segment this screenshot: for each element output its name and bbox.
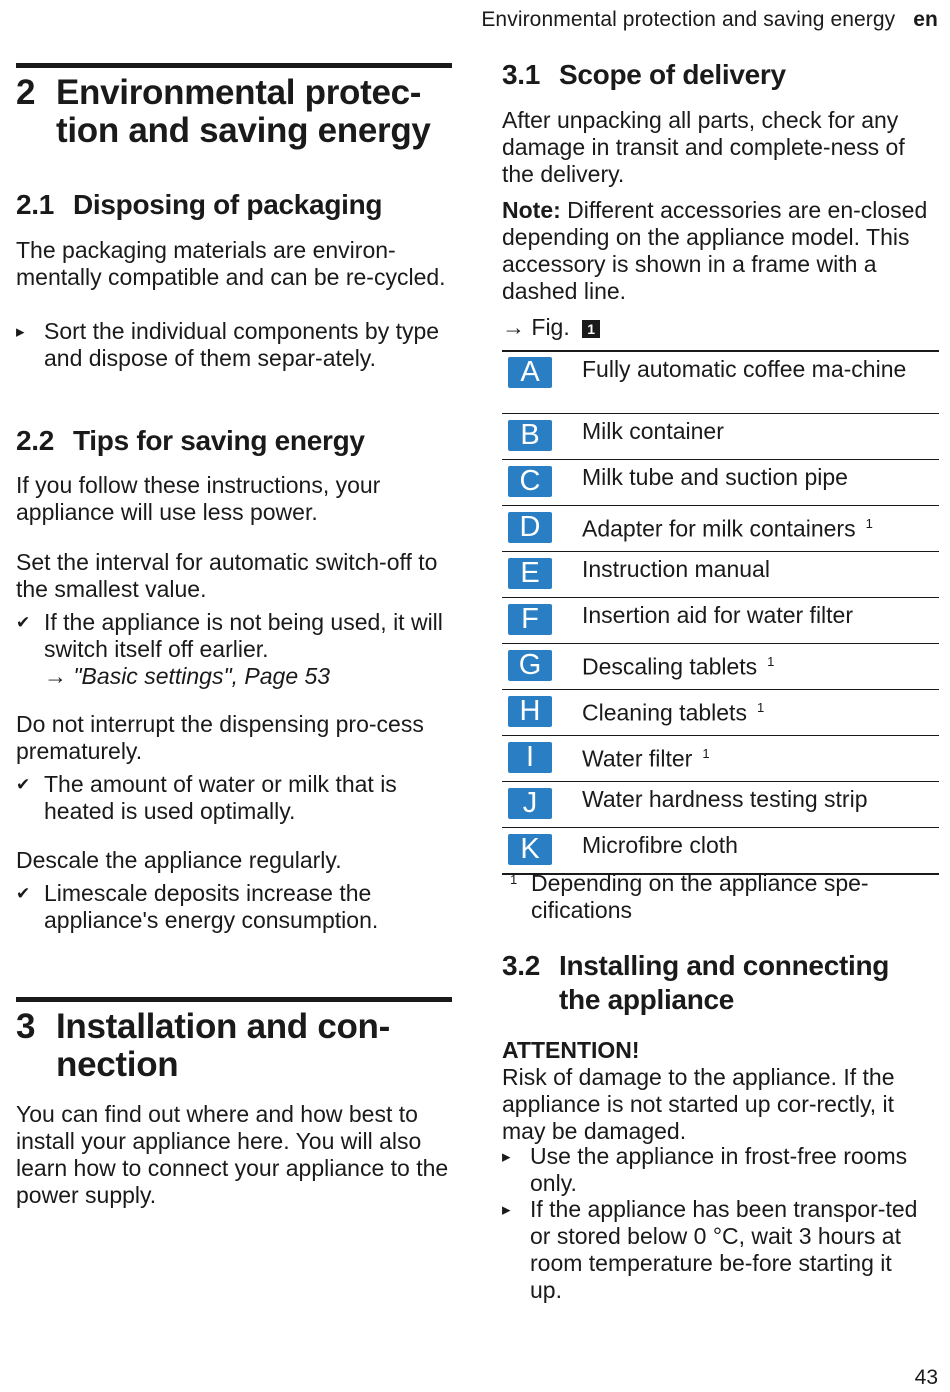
item-text: Water hardness testing strip bbox=[582, 786, 868, 812]
item-text: Instruction manual bbox=[582, 556, 770, 582]
footnote-marker: 1 bbox=[510, 872, 518, 887]
chapter-title: Environmental protec-tion and saving energy bbox=[56, 73, 431, 150]
delivery-item-row bbox=[502, 552, 939, 598]
result-text: The amount of water or milk that is heated is used optimally. bbox=[44, 771, 397, 824]
chapter-number: 3 bbox=[16, 1007, 36, 1046]
paragraph: Descale the appliance regularly. bbox=[16, 847, 342, 873]
footnote-marker: 1 bbox=[756, 700, 765, 715]
chapter-2-heading bbox=[16, 74, 452, 150]
item-letter-badge: D bbox=[508, 512, 552, 543]
item-description bbox=[582, 556, 931, 583]
note-text: Different accessories are en-closed depending on the appliance model. This accessory is shown in a frame with a dashed line. bbox=[502, 197, 928, 304]
delivery-item-row bbox=[502, 782, 939, 828]
check-icon: ✔ bbox=[16, 775, 31, 794]
item-text: Milk container bbox=[582, 418, 724, 444]
item-letter-badge: A bbox=[508, 357, 552, 388]
item-letter-badge: I bbox=[508, 742, 552, 773]
paragraph: You can find out where and how best to install your appliance here. You will also learn how to connect your appliance to the power supply. bbox=[16, 1101, 449, 1208]
footnote-marker: 1 bbox=[865, 516, 873, 531]
attention-label: ATTENTION! bbox=[502, 1037, 640, 1063]
arrow-icon: → bbox=[502, 314, 525, 340]
item-description bbox=[582, 648, 931, 681]
result-item bbox=[16, 880, 452, 934]
triangle-bullet-icon: ▸ bbox=[502, 1147, 511, 1166]
running-header bbox=[481, 8, 938, 32]
chapter-title: Installation and con-nection bbox=[56, 1007, 390, 1084]
delivery-item-row bbox=[502, 414, 939, 460]
item-letter-badge: B bbox=[508, 420, 552, 451]
figure-label: Fig. bbox=[531, 314, 570, 340]
item-letter-badge: E bbox=[508, 558, 552, 589]
item-text: Milk tube and suction pipe bbox=[582, 464, 848, 490]
bullet-text: If the appliance has been transpor-ted or stored below 0 °C, wait 3 hours at room temperature be-fore starting it up. bbox=[530, 1196, 918, 1303]
item-text: Insertion aid for water filter bbox=[582, 602, 854, 628]
section-number: 2.2 bbox=[16, 425, 55, 456]
item-description bbox=[582, 694, 931, 727]
delivery-item-row bbox=[502, 644, 939, 690]
triangle-bullet-icon: ▸ bbox=[16, 322, 25, 341]
item-description bbox=[582, 356, 931, 383]
paragraph: Do not interrupt the dispensing pro-cess prematurely. bbox=[16, 711, 424, 764]
paragraph: Set the interval for automatic switch-off to the smallest value. bbox=[16, 549, 438, 602]
item-text: Adapter for milk containers bbox=[582, 515, 856, 542]
section-title: Disposing of packaging bbox=[73, 189, 383, 220]
item-text: Water filter bbox=[582, 745, 693, 772]
item-description bbox=[582, 740, 931, 773]
bullet-text: Use the appliance in frost-free rooms only. bbox=[530, 1143, 908, 1196]
item-letter-badge: G bbox=[508, 650, 552, 681]
section-number: 3.2 bbox=[502, 950, 541, 981]
delivery-item-row bbox=[502, 460, 939, 506]
item-text: Cleaning tablets bbox=[582, 699, 747, 726]
header-title: Environmental protection and saving energy bbox=[481, 8, 896, 31]
arrow-icon: → bbox=[44, 663, 67, 689]
delivery-table bbox=[502, 350, 939, 875]
item-description bbox=[582, 510, 931, 543]
note-label: Note: bbox=[502, 197, 561, 223]
paragraph: If you follow these instructions, your appliance will use less power. bbox=[16, 472, 381, 525]
delivery-item-row bbox=[502, 690, 939, 736]
section-number: 2.1 bbox=[16, 189, 55, 220]
section-3-2-heading bbox=[502, 949, 939, 1017]
cross-reference-link[interactable]: "Basic settings", Page 53 bbox=[73, 663, 331, 689]
chapter-rule bbox=[16, 997, 452, 1002]
figure-number: 1 bbox=[582, 320, 600, 338]
result-text: Limescale deposits increase the appliance's energy consumption. bbox=[44, 880, 379, 933]
footnote-text: Depending on the appliance spe-cifications bbox=[531, 870, 869, 923]
delivery-item-row bbox=[502, 736, 939, 782]
bullet-text: Sort the individual components by type and dispose of them separ-ately. bbox=[44, 318, 440, 371]
item-description bbox=[582, 832, 931, 859]
item-description bbox=[582, 602, 931, 629]
check-icon: ✔ bbox=[16, 884, 31, 903]
note-paragraph bbox=[502, 197, 939, 305]
section-2-2-heading bbox=[16, 424, 452, 458]
bullet-item bbox=[502, 1196, 939, 1304]
language-code: en bbox=[913, 8, 938, 31]
section-2-1-heading bbox=[16, 188, 452, 222]
item-letter-badge: K bbox=[508, 834, 552, 865]
item-description bbox=[582, 786, 931, 813]
bullet-item bbox=[16, 318, 452, 372]
item-text: Fully automatic coffee ma-chine bbox=[582, 356, 907, 382]
item-letter-badge: C bbox=[508, 466, 552, 497]
footnote-marker: 1 bbox=[702, 746, 710, 761]
figure-reference bbox=[502, 314, 939, 341]
chapter-3-heading bbox=[16, 1008, 452, 1084]
delivery-item-row bbox=[502, 828, 939, 875]
chapter-number: 2 bbox=[16, 73, 36, 112]
chapter-rule bbox=[16, 63, 452, 68]
section-title: Installing and connecting the appliance bbox=[559, 950, 890, 1015]
footnote bbox=[502, 870, 939, 924]
item-letter-badge: J bbox=[508, 788, 552, 819]
item-letter-badge: H bbox=[508, 696, 552, 727]
paragraph: The packaging materials are environ-mentally compatible and can be re-cycled. bbox=[16, 237, 446, 290]
item-text: Microfibre cloth bbox=[582, 832, 738, 858]
check-icon: ✔ bbox=[16, 613, 31, 632]
item-letter-badge: F bbox=[508, 604, 552, 635]
section-3-1-heading bbox=[502, 58, 939, 92]
section-title: Tips for saving energy bbox=[73, 425, 365, 456]
delivery-item-row bbox=[502, 506, 939, 552]
delivery-item-row bbox=[502, 352, 939, 414]
bullet-item bbox=[502, 1143, 939, 1197]
result-item bbox=[16, 609, 452, 690]
item-description bbox=[582, 418, 931, 445]
warning-paragraph: Risk of damage to the appliance. If the appliance is not started up cor-rectly, it may be damaged. bbox=[502, 1064, 895, 1144]
result-item bbox=[16, 771, 452, 825]
section-title: Scope of delivery bbox=[559, 59, 786, 90]
section-number: 3.1 bbox=[502, 59, 541, 90]
delivery-item-row bbox=[502, 598, 939, 644]
triangle-bullet-icon: ▸ bbox=[502, 1200, 511, 1219]
page-number: 43 bbox=[914, 1366, 938, 1389]
paragraph: After unpacking all parts, check for any damage in transit and complete-ness of the delivery. bbox=[502, 107, 905, 187]
result-text: If the appliance is not being used, it will switch itself off earlier. bbox=[44, 609, 443, 662]
footnote-marker: 1 bbox=[767, 654, 775, 669]
item-description bbox=[582, 464, 931, 491]
item-text: Descaling tablets bbox=[582, 653, 758, 680]
